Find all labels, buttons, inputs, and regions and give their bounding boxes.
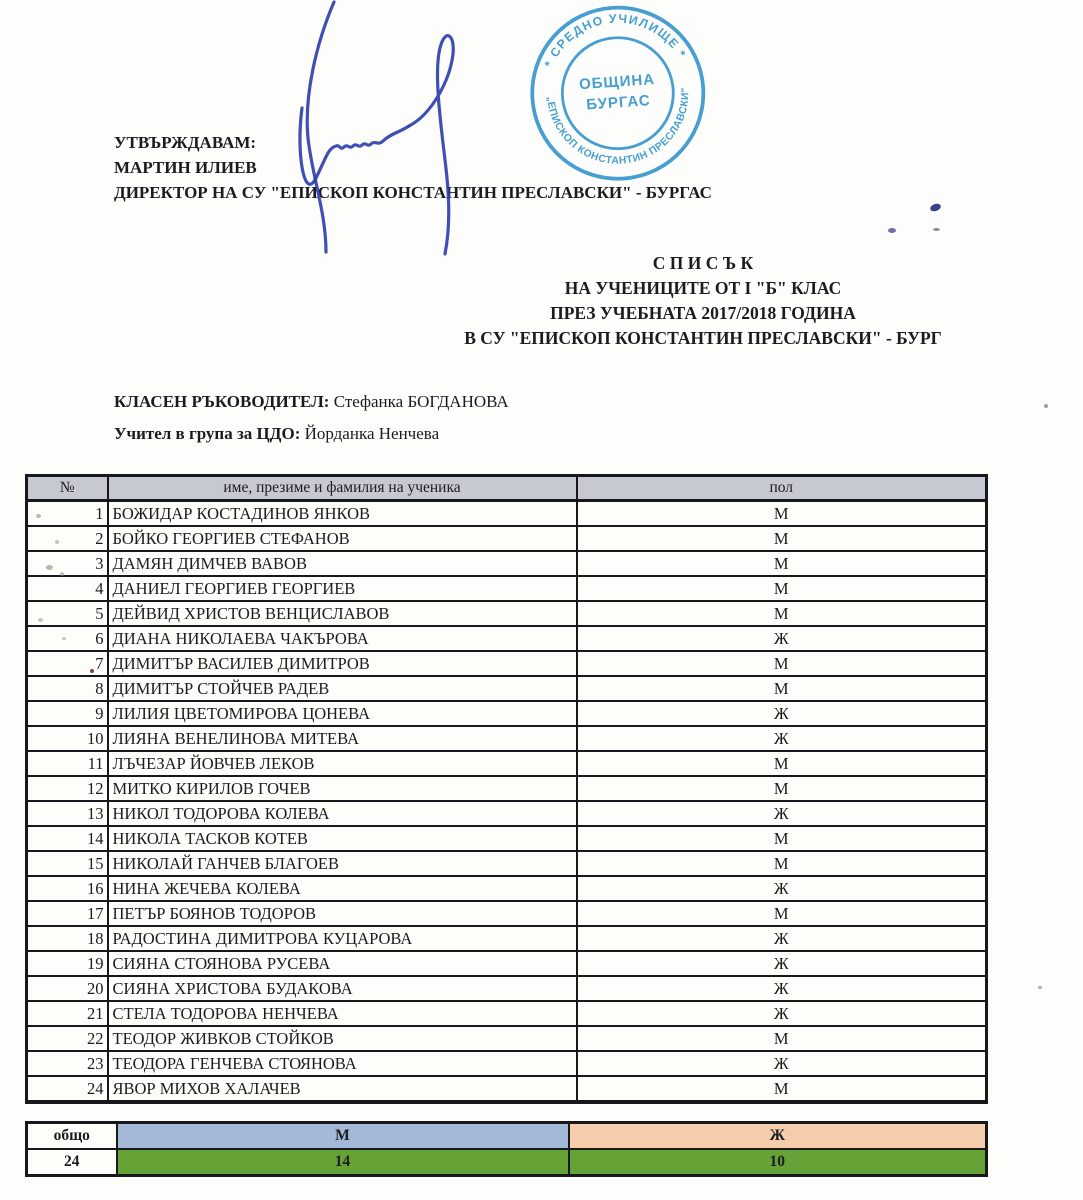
class-teacher-name: Стефанка БОГДАНОВА — [329, 392, 509, 411]
gender-cell: М — [577, 651, 987, 676]
student-row — [27, 701, 987, 726]
scan-speck — [36, 514, 41, 518]
student-row — [27, 926, 987, 951]
row-number-cell: 13 — [27, 801, 108, 826]
row-number-cell: 7 — [27, 651, 108, 676]
student-row — [27, 1076, 987, 1102]
student-name-cell: НИКОЛ ТОДОРОВА КОЛЕВА — [108, 801, 577, 826]
ink-speck — [888, 228, 896, 233]
summary-female-count: 10 — [569, 1149, 987, 1176]
cdo-teacher-line — [114, 424, 439, 444]
scan-speck — [38, 618, 43, 622]
header-number: № — [27, 476, 108, 501]
row-number-cell: 17 — [27, 901, 108, 926]
row-number-cell: 9 — [27, 701, 108, 726]
gender-cell: Ж — [577, 951, 987, 976]
student-name-cell: СИЯНА ХРИСТОВА БУДАКОВА — [108, 976, 577, 1001]
student-row — [27, 676, 987, 701]
gender-cell: М — [577, 601, 987, 626]
student-name-cell: ЯВОР МИХОВ ХАЛАЧЕВ — [108, 1076, 577, 1102]
student-name-cell: БОЖИДАР КОСТАДИНОВ ЯНКОВ — [108, 501, 577, 527]
summary-header-row — [27, 1123, 987, 1150]
scan-speck — [62, 637, 66, 640]
summary-table — [25, 1121, 988, 1177]
student-name-cell: ДАМЯН ДИМЧЕВ ВАВОВ — [108, 551, 577, 576]
row-number-cell: 16 — [27, 876, 108, 901]
row-number-cell: 8 — [27, 676, 108, 701]
student-row — [27, 776, 987, 801]
student-name-cell: ЛИЛИЯ ЦВЕТОМИРОВА ЦОНЕВА — [108, 701, 577, 726]
summary-male-count: 14 — [117, 1149, 569, 1176]
student-row — [27, 501, 987, 527]
student-name-cell: МИТКО КИРИЛОВ ГОЧЕВ — [108, 776, 577, 801]
header-name: име, презиме и фамилия на ученика — [108, 476, 577, 501]
student-row — [27, 1051, 987, 1076]
title-line-4: В СУ "ЕПИСКОП КОНСТАНТИН ПРЕСЛАВСКИ" - БУРГ — [464, 328, 942, 348]
row-number-cell: 1 — [27, 501, 108, 527]
scan-speck — [60, 572, 64, 576]
gender-cell: М — [577, 776, 987, 801]
gender-cell: Ж — [577, 1051, 987, 1076]
scan-speck — [55, 540, 59, 544]
student-name-cell: ДЕЙВИД ХРИСТОВ ВЕНЦИСЛАВОВ — [108, 601, 577, 626]
student-name-cell: РАДОСТИНА ДИМИТРОВА КУЦАРОВА — [108, 926, 577, 951]
row-number-cell: 19 — [27, 951, 108, 976]
student-name-cell: ДИМИТЪР СТОЙЧЕВ РАДЕВ — [108, 676, 577, 701]
cdo-teacher-name: Йорданка Ненчева — [300, 424, 440, 443]
student-name-cell: ДИМИТЪР ВАСИЛЕВ ДИМИТРОВ — [108, 651, 577, 676]
student-row — [27, 1026, 987, 1051]
student-name-cell: НИНА ЖЕЧЕВА КОЛЕВА — [108, 876, 577, 901]
student-row — [27, 626, 987, 651]
row-number-cell: 24 — [27, 1076, 108, 1102]
signature-icon — [282, 0, 480, 258]
gender-cell: М — [577, 901, 987, 926]
student-name-cell: ТЕОДОР ЖИВКОВ СТОЙКОВ — [108, 1026, 577, 1051]
gender-cell: М — [577, 526, 987, 551]
row-number-cell: 2 — [27, 526, 108, 551]
student-row — [27, 801, 987, 826]
summary-female-header: Ж — [569, 1123, 987, 1150]
gender-cell: М — [577, 676, 987, 701]
row-number-cell: 14 — [27, 826, 108, 851]
scan-speck — [1044, 404, 1048, 408]
title-line-2: НА УЧЕНИЦИТЕ ОТ I "Б" КЛАС — [564, 278, 842, 298]
row-number-cell: 23 — [27, 1051, 108, 1076]
gender-cell: Ж — [577, 726, 987, 751]
student-name-cell: ЛЪЧЕЗАР ЙОВЧЕВ ЛЕКОВ — [108, 751, 577, 776]
gender-cell: Ж — [577, 876, 987, 901]
title-line-3: ПРЕЗ УЧЕБНАТА 2017/2018 ГОДИНА — [550, 303, 856, 323]
summary-values-row — [27, 1149, 987, 1176]
student-table-header-row — [27, 476, 987, 501]
scan-speck — [46, 565, 53, 570]
student-name-cell: ТЕОДОРА ГЕНЧЕВА СТОЯНОВА — [108, 1051, 577, 1076]
scan-speck — [1038, 986, 1042, 989]
approval-line-2: МАРТИН ИЛИЕВ — [114, 158, 257, 177]
scan-speck — [90, 669, 94, 673]
gender-cell: Ж — [577, 976, 987, 1001]
row-number-cell: 12 — [27, 776, 108, 801]
document-title — [400, 251, 1006, 351]
student-table — [25, 474, 988, 1104]
student-row — [27, 901, 987, 926]
stamp-center-line-1: ОБЩИНА — [578, 71, 656, 94]
row-number-cell: 3 — [27, 551, 108, 576]
title-line-1: С П И С Ъ К — [652, 253, 754, 273]
student-table-body — [27, 501, 987, 1103]
student-row — [27, 651, 987, 676]
student-row — [27, 951, 987, 976]
student-name-cell: ЛИЯНА ВЕНЕЛИНОВА МИТЕВА — [108, 726, 577, 751]
stamp-ring-top-text: * СРЕДНО УЧИЛИЩЕ * — [541, 11, 690, 70]
row-number-cell: 21 — [27, 1001, 108, 1026]
student-row — [27, 826, 987, 851]
stamp-center-line-2: БУРГАС — [585, 92, 652, 114]
student-row — [27, 876, 987, 901]
summary-total-value: 24 — [27, 1149, 117, 1176]
student-row — [27, 601, 987, 626]
gender-cell: М — [577, 1076, 987, 1102]
student-row — [27, 726, 987, 751]
row-number-cell: 22 — [27, 1026, 108, 1051]
row-number-cell: 6 — [27, 626, 108, 651]
student-row — [27, 751, 987, 776]
student-name-cell: ДИАНА НИКОЛАЕВА ЧАКЪРОВА — [108, 626, 577, 651]
student-row — [27, 576, 987, 601]
gender-cell: М — [577, 1026, 987, 1051]
student-name-cell: СИЯНА СТОЯНОВА РУСЕВА — [108, 951, 577, 976]
row-number-cell: 10 — [27, 726, 108, 751]
class-teacher-label: КЛАСЕН РЪКОВОДИТЕЛ: — [114, 392, 330, 411]
row-number-cell: 4 — [27, 576, 108, 601]
student-row — [27, 1001, 987, 1026]
summary-male-header: М — [117, 1123, 569, 1150]
cdo-teacher-label: Учител в група за ЦДО: — [114, 424, 301, 443]
gender-cell: М — [577, 826, 987, 851]
ink-speck — [933, 228, 940, 231]
approval-line-3: ДИРЕКТОР НА СУ "ЕПИСКОП КОНСТАНТИН ПРЕСЛАВСКИ" - БУРГАС — [114, 183, 712, 202]
student-name-cell: ДАНИЕЛ ГЕОРГИЕВ ГЕОРГИЕВ — [108, 576, 577, 601]
student-name-cell: НИКОЛАЙ ГАНЧЕВ БЛАГОЕВ — [108, 851, 577, 876]
class-teacher-line — [114, 392, 509, 412]
student-name-cell: БОЙКО ГЕОРГИЕВ СТЕФАНОВ — [108, 526, 577, 551]
student-row — [27, 526, 987, 551]
student-name-cell: СТЕЛА ТОДОРОВА НЕНЧЕВА — [108, 1001, 577, 1026]
gender-cell: М — [577, 576, 987, 601]
row-number-cell: 5 — [27, 601, 108, 626]
header-gender: пол — [577, 476, 987, 501]
school-stamp-icon — [524, 2, 712, 190]
gender-cell: Ж — [577, 801, 987, 826]
ink-speck — [929, 202, 942, 212]
student-row — [27, 851, 987, 876]
row-number-cell: 11 — [27, 751, 108, 776]
row-number-cell: 20 — [27, 976, 108, 1001]
student-row — [27, 976, 987, 1001]
stamp-ring-bottom-text: „ЕПИСКОП КОНСТАНТИН ПРЕСЛАВСКИ" — [544, 86, 692, 167]
gender-cell: М — [577, 851, 987, 876]
summary-total-label: общо — [27, 1123, 117, 1150]
gender-cell: М — [577, 751, 987, 776]
student-name-cell: НИКОЛА ТАСКОВ КОТЕВ — [108, 826, 577, 851]
student-name-cell: ПЕТЪР БОЯНОВ ТОДОРОВ — [108, 901, 577, 926]
gender-cell: М — [577, 551, 987, 576]
gender-cell: Ж — [577, 926, 987, 951]
gender-cell: М — [577, 501, 987, 527]
gender-cell: Ж — [577, 1001, 987, 1026]
student-row — [27, 551, 987, 576]
row-number-cell: 18 — [27, 926, 108, 951]
approval-line-1: УТВЪРЖДАВАМ: — [114, 133, 257, 152]
gender-cell: Ж — [577, 626, 987, 651]
row-number-cell: 15 — [27, 851, 108, 876]
gender-cell: Ж — [577, 701, 987, 726]
